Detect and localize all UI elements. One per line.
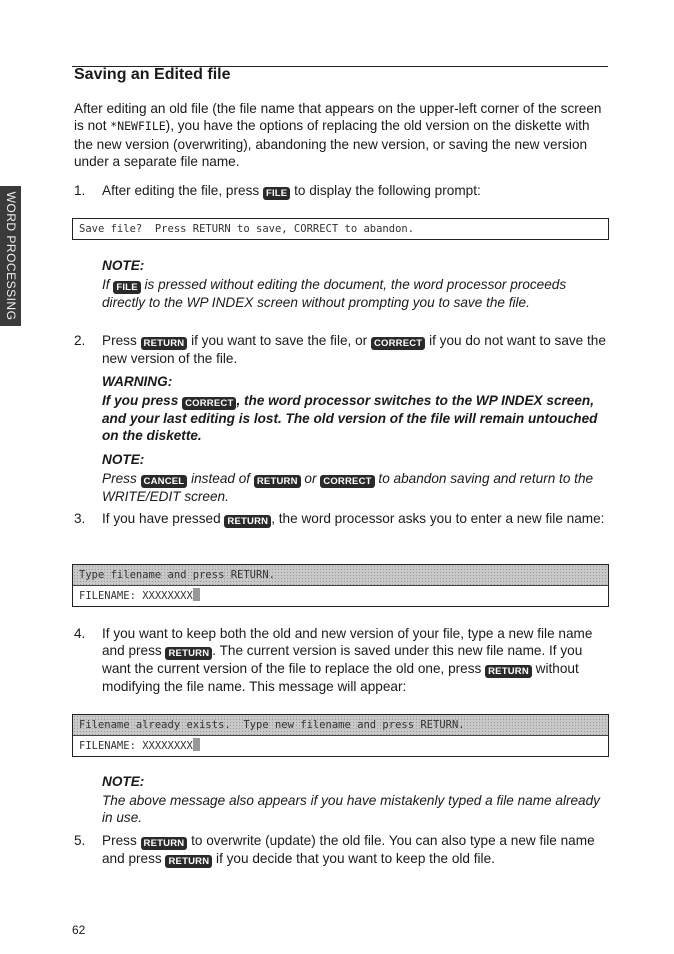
step-5-number: 5.: [74, 833, 86, 848]
warning-text-a: If you press: [102, 393, 183, 408]
step-4-text-a: If you want to keep both the old and new version of your file, type a new file name and press: [102, 626, 593, 659]
step-1-number: 1.: [74, 183, 86, 198]
note-3-heading: NOTE:: [102, 774, 145, 789]
section-side-tab-label: WORD PROCESSING: [3, 191, 18, 321]
file-key: FILE: [263, 187, 290, 200]
exists-prompt-box: [72, 714, 609, 757]
step-2-number: 2.: [74, 333, 86, 348]
cancel-key: CANCEL: [141, 475, 188, 488]
note-3-text: The above message also appears if you have mistakenly typed a file name already in use.: [102, 793, 600, 826]
note-2-text-b: instead of: [187, 471, 254, 486]
warning-heading: WARNING:: [102, 374, 173, 389]
note-1-heading: NOTE:: [102, 258, 145, 273]
save-prompt-box: [72, 218, 609, 240]
return-key: RETURN: [141, 337, 188, 350]
step-2-text-b: if you want to save the file, or: [187, 333, 371, 348]
return-key: RETURN: [224, 515, 271, 528]
correct-key: CORRECT: [371, 337, 425, 350]
filename-prompt-message: Type filename and press RETURN.: [73, 565, 608, 586]
exists-prompt-message: Filename already exists. Type new filename and press RETURN.: [73, 715, 608, 736]
step-2-text-c: if you do not want to save the new version of the file.: [102, 333, 606, 366]
intro-text-1: After editing an old file (the file name that appears on the upper-left corner of the screen is not: [74, 101, 602, 134]
exists-input-text: FILENAME: XXXXXXXX: [79, 740, 193, 752]
step-5-text-a: Press: [102, 833, 141, 848]
file-key: FILE: [113, 281, 140, 294]
step-3-text-a: If you have pressed: [102, 511, 225, 526]
step-1-text-b: to display the following prompt:: [290, 183, 481, 198]
step-3-text: [102, 510, 608, 528]
step-1-text-a: After editing the file, press: [102, 183, 263, 198]
step-4-text: [102, 625, 608, 696]
exists-input-line: [73, 736, 608, 756]
section-side-tab: [0, 186, 21, 326]
step-3-text-b: , the word processor asks you to enter a new file name:: [271, 511, 605, 526]
step-4-number: 4.: [74, 626, 86, 641]
step-2-text-a: Press: [102, 333, 141, 348]
text-cursor: [193, 588, 200, 601]
return-key: RETURN: [254, 475, 301, 488]
return-key: RETURN: [485, 665, 532, 678]
note-2-text: [102, 470, 608, 505]
text-cursor: [193, 738, 200, 751]
step-3-number: 3.: [74, 511, 86, 526]
note-2-text-c: or: [300, 471, 321, 486]
step-5-text: [102, 832, 608, 868]
step-5-text-c: if you decide that you want to keep the old file.: [212, 851, 495, 866]
step-4-text-b: . The current version is saved under this new file name. If you want the current version of the file to replace the old one, press: [102, 643, 583, 677]
correct-key: CORRECT: [182, 397, 236, 410]
newfile-code: *NEWFILE: [110, 119, 166, 134]
intro-paragraph: [74, 100, 608, 171]
step-1-text: [102, 182, 608, 200]
return-key: RETURN: [141, 837, 188, 850]
return-key: RETURN: [165, 855, 212, 868]
note-1-text-a: If: [102, 277, 114, 292]
step-4-text-c: without modifying the file name. This message will appear:: [102, 661, 579, 695]
correct-key: CORRECT: [320, 475, 374, 488]
note-2-text-a: Press: [102, 471, 141, 486]
filename-prompt-box: [72, 564, 609, 607]
page-number: 62: [72, 923, 86, 937]
return-key: RETURN: [165, 647, 212, 660]
note-2-text-d: to abandon saving and return to the WRITE/EDIT screen.: [102, 471, 594, 504]
warning-text: [102, 392, 608, 445]
page-title: Saving an Edited file: [74, 66, 231, 83]
note-1-text-b: is pressed without editing the document, the word processor proceeds directly to the WP INDEX screen without prompting you to save the file.: [102, 277, 567, 310]
intro-text-2: ), you have the options of replacing the old version on the diskette with the new version (overwriting), abandoning the new version, or saving the new version under a separate file name.: [74, 118, 590, 170]
filename-input-text: FILENAME: XXXXXXXX: [79, 590, 193, 602]
step-5-text-b: to overwrite (update) the old file. You can also type a new file name and press: [102, 833, 595, 866]
note-1-text: [102, 276, 608, 311]
note-2-heading: NOTE:: [102, 452, 145, 467]
save-prompt-text: Save file? Press RETURN to save, CORRECT to abandon.: [79, 223, 415, 235]
warning-text-b: , the word processor switches to the WP INDEX screen, and your last editing is lost. The old version of the file will remain untouched on the diskette.: [102, 393, 598, 444]
step-2-text: [102, 332, 608, 367]
filename-input-line: [73, 586, 608, 606]
